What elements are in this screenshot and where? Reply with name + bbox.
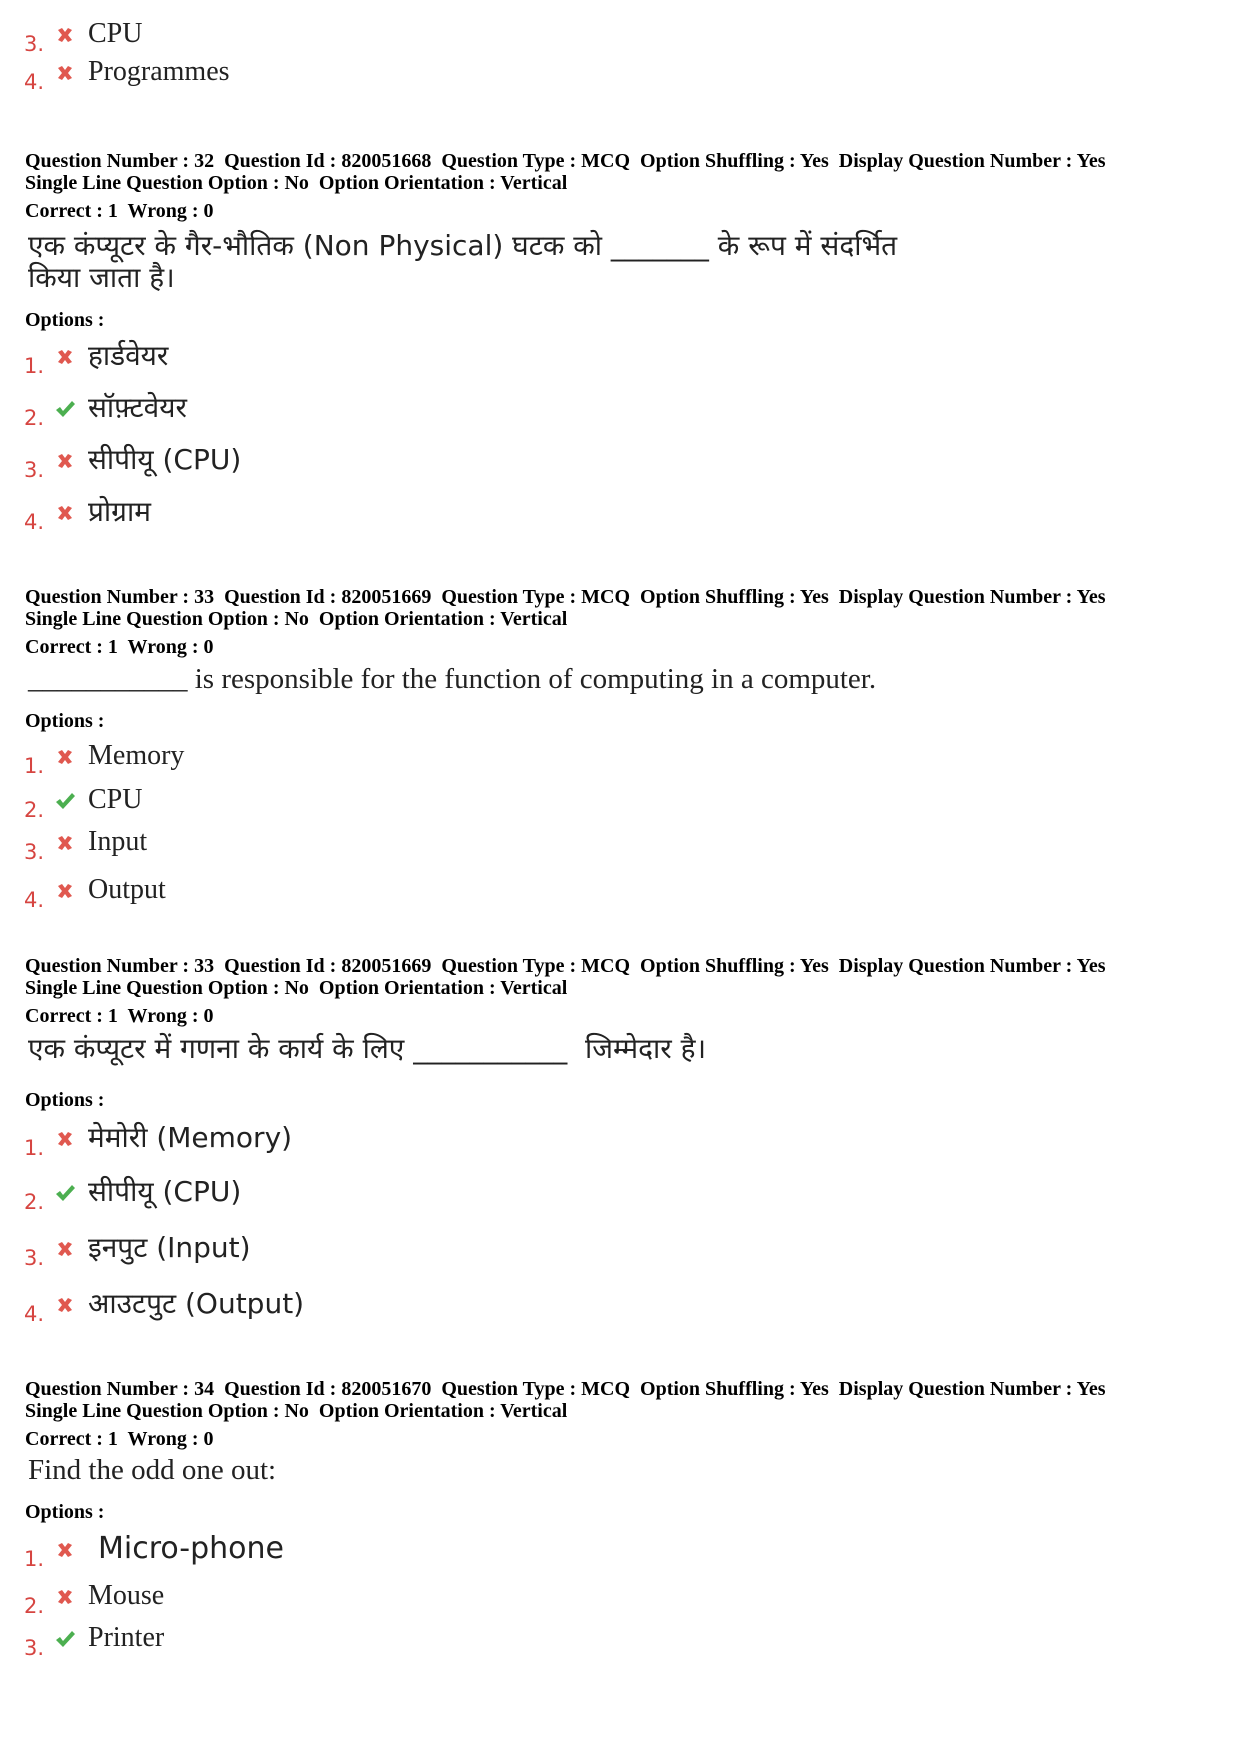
option-text: Input xyxy=(88,826,148,857)
option-number: 3. xyxy=(24,840,45,864)
option-text: Micro-phone xyxy=(98,1531,285,1566)
wrong-mark-icon xyxy=(54,346,76,368)
question-text: Find the odd one out: xyxy=(28,1454,277,1486)
question-text: एक कंप्यूटर में गणना के कार्य के लिए ___________ जिम्मेदार है। xyxy=(28,1032,707,1065)
option-number: 3. xyxy=(24,458,45,482)
marking-scheme: Correct : 1 Wrong : 0 xyxy=(25,200,214,222)
option-item xyxy=(24,340,924,380)
wrong-mark-icon xyxy=(54,502,76,524)
wrong-mark-icon xyxy=(54,880,76,902)
question-meta: Question Number : 33 Question Id : 820051669 Question Type : MCQ Option Shuffling : Yes Display Question Number : Yes xyxy=(25,586,1106,608)
option-text: सीपीयू (CPU) xyxy=(88,1175,242,1208)
option-text: आउटपुट (Output) xyxy=(88,1287,305,1320)
option-number: 3. xyxy=(24,1636,45,1660)
wrong-mark-icon xyxy=(54,1238,76,1260)
option-text: सीपीयू (CPU) xyxy=(88,443,242,476)
option-text: Memory xyxy=(88,740,185,771)
option-item xyxy=(24,56,924,96)
question-meta-line2: Single Line Question Option : No Option Orientation : Vertical xyxy=(25,977,568,999)
option-number: 4. xyxy=(24,70,45,94)
option-number: 3. xyxy=(24,32,45,56)
option-item xyxy=(24,392,924,432)
option-item xyxy=(24,1122,924,1162)
wrong-mark-icon xyxy=(54,1586,76,1608)
wrong-mark-icon xyxy=(54,62,76,84)
wrong-mark-icon xyxy=(54,832,76,854)
option-number: 2. xyxy=(24,1594,45,1618)
option-number: 4. xyxy=(24,1302,45,1326)
option-number: 2. xyxy=(24,1190,45,1214)
option-item xyxy=(24,18,924,58)
options-label: Options : xyxy=(25,710,105,732)
option-number: 2. xyxy=(24,406,45,430)
question-text-line2: किया जाता है। xyxy=(28,261,175,294)
question-text: ___________ is responsible for the function of computing in a computer. xyxy=(28,663,877,695)
option-text: CPU xyxy=(88,784,143,815)
option-number: 4. xyxy=(24,510,45,534)
option-item xyxy=(24,1232,924,1272)
option-text: Output xyxy=(88,874,166,905)
question-meta: Question Number : 33 Question Id : 820051669 Question Type : MCQ Option Shuffling : Yes Display Question Number : Yes xyxy=(25,955,1106,977)
option-text: CPU xyxy=(88,18,143,49)
option-item xyxy=(24,740,924,780)
option-item xyxy=(24,1176,924,1216)
option-number: 1. xyxy=(24,754,45,778)
correct-check-icon xyxy=(54,1182,76,1204)
option-text: हार्डवेयर xyxy=(88,339,169,372)
marking-scheme: Correct : 1 Wrong : 0 xyxy=(25,1428,214,1450)
option-number: 1. xyxy=(24,354,45,378)
question-meta-line2: Single Line Question Option : No Option Orientation : Vertical xyxy=(25,608,568,630)
option-text: प्रोग्राम xyxy=(88,495,151,528)
wrong-mark-icon xyxy=(54,450,76,472)
option-number: 4. xyxy=(24,888,45,912)
marking-scheme: Correct : 1 Wrong : 0 xyxy=(25,636,214,658)
option-item xyxy=(24,784,924,824)
option-item xyxy=(24,1533,924,1573)
option-item xyxy=(24,826,924,866)
option-text: Printer xyxy=(88,1622,165,1653)
wrong-mark-icon xyxy=(54,746,76,768)
option-number: 1. xyxy=(24,1136,45,1160)
options-label: Options : xyxy=(25,1501,105,1523)
options-label: Options : xyxy=(25,1089,105,1111)
wrong-mark-icon xyxy=(54,1294,76,1316)
option-item xyxy=(24,1580,924,1620)
option-text: सॉफ़्टवेयर xyxy=(88,391,187,424)
option-item xyxy=(24,444,924,484)
option-number: 2. xyxy=(24,798,45,822)
option-item xyxy=(24,874,924,914)
options-label: Options : xyxy=(25,309,105,331)
wrong-mark-icon xyxy=(54,24,76,46)
option-text: मेमोरी (Memory) xyxy=(88,1121,293,1154)
option-text: इनपुट (Input) xyxy=(88,1231,251,1264)
correct-check-icon xyxy=(54,398,76,420)
question-text: एक कंप्यूटर के गैर-भौतिक (Non Physical) घटक को _______ के रूप में संदर्भित xyxy=(28,229,898,262)
option-item xyxy=(24,1622,924,1662)
wrong-mark-icon xyxy=(54,1539,76,1561)
option-text: Mouse xyxy=(88,1580,165,1611)
correct-check-icon xyxy=(54,1628,76,1650)
marking-scheme: Correct : 1 Wrong : 0 xyxy=(25,1005,214,1027)
wrong-mark-icon xyxy=(54,1128,76,1150)
question-meta: Question Number : 32 Question Id : 820051668 Question Type : MCQ Option Shuffling : Yes Display Question Number : Yes xyxy=(25,150,1106,172)
option-item xyxy=(24,496,924,536)
correct-check-icon xyxy=(54,790,76,812)
option-number: 3. xyxy=(24,1246,45,1270)
question-meta-line2: Single Line Question Option : No Option Orientation : Vertical xyxy=(25,1400,568,1422)
question-meta-line2: Single Line Question Option : No Option Orientation : Vertical xyxy=(25,172,568,194)
option-text: Programmes xyxy=(88,56,230,87)
question-meta: Question Number : 34 Question Id : 820051670 Question Type : MCQ Option Shuffling : Yes Display Question Number : Yes xyxy=(25,1378,1106,1400)
option-number: 1. xyxy=(24,1547,45,1571)
option-item xyxy=(24,1288,924,1328)
